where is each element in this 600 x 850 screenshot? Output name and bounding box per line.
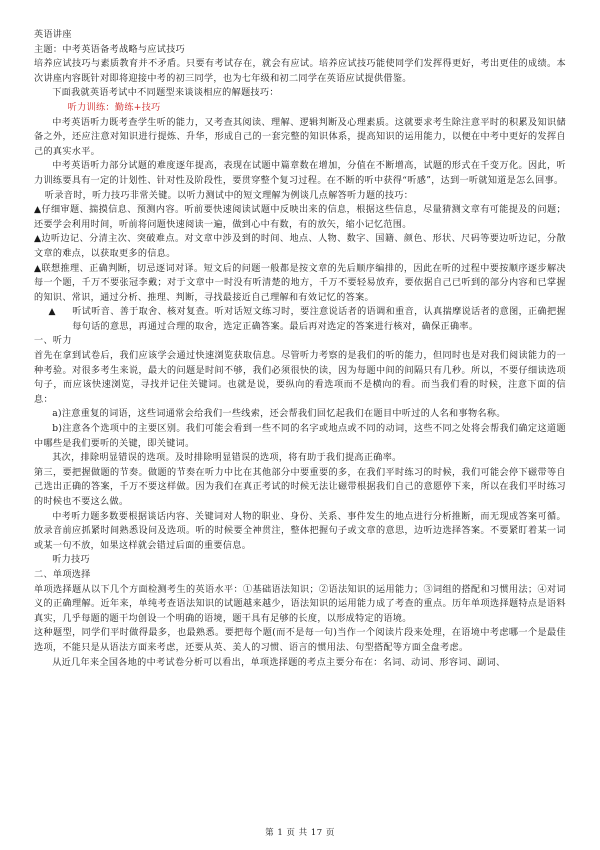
- doc-title: 英语讲座: [34, 30, 72, 40]
- intro-paragraph-2: 下面我就英语考试中不同题型来谈谈相应的解题技巧：: [52, 88, 279, 99]
- first-step-paragraph: 首先在拿到试卷后，我们应该学会通过快速浏览获取信息。尽管听力考察的是我们的听的能力，但同时也是对我们阅读能力的一种考验。对很多考生来说，最大的问题是时间不够，我们必须很快的读，因为每题中间的间隔只有几秒。所以，不要仔细读选项句子，而应该快速浏览，寻找并记住关键词。也就是说，要纵向的看选项而不是横向的看。而当我们看的时候，注意下面的信息：: [34, 351, 566, 405]
- tip-4: [34, 305, 566, 334]
- tip-1: ▲仔细审题、揣摸信息、预测内容。听前要快速阅读试题中反映出来的信息，根据这些信息，尽量猜测文章有可能提及的问题；还要学会利用时间，听前将问题快速阅读一遍，做到心中有数，有的放矢，缩小记忆范围。: [34, 205, 566, 230]
- third-step-paragraph: 第三，要把握做题的节奏。做题的节奏在听力中比在其他部分中要重要的多，在我们平时练习的时候，我们可能会停下磁带等自己选出正确的答案，千万不要这样做。因为我们在真正考试的时候无法让磁带根据我们自己的意愿停下来，所以在我们平时练习的时候也不要这么做。: [34, 467, 566, 507]
- listening-paragraph-4: 中考听力题多数要根据谈话内容、关键词对人物的职业、身份、关系、事件发生的地点进行分析推断，而无现成答案可循。放录音前应抓紧时间熟悉设问及选项。听的时候要全神贯注，整体把握句子或文章的意思，边听边选择答案。不要紧盯着某一词或某一句不放，如果这样就会错过后面的重要信息。: [34, 511, 566, 551]
- doc-theme: 主题：中考英语备考战略与应试技巧: [34, 44, 186, 55]
- multiple-choice-paragraph-2: 这种题型，同学们平时做得最多，也最熟悉。要把每个题(而不是每一句)当作一个阅读片段来处理，在语境中考虑哪一个是最佳选项，不能只是从语法方面来考虑，还要从英、美人的习惯、语言的惯用法、句型搭配等方面全盘考虑。: [34, 628, 566, 653]
- list-item-a: a)注意重复的词语，这些词通常会给我们一些线索，还会帮我们回忆起我们在题目中听过的人名和事物名称。: [52, 409, 506, 420]
- section-heading-multiple-choice: 二、单项选择: [34, 569, 91, 580]
- multiple-choice-paragraph-3: 从近几年来全国各地的中考试卷分析可以看出，单项选择题的考点主要分布在：名词、动词、形容词、副词、: [52, 657, 506, 668]
- intro-paragraph: 培养应试技巧与素质教育并不矛盾。只要有考试存在，就会有应试。培养应试技巧能使同学们发挥得更好，考出更佳的成绩。本次讲座内容既针对即将迎接中考的初三同学，也为七年级和初二同学在英语应试提供借鉴。: [34, 59, 566, 84]
- multiple-choice-paragraph-1: 单项选择题从以下几个方面检测考生的英语水平：①基础语法知识；②语法知识的运用能力；③词组的搭配和习惯用法；④对词义的正确理解。近年来，单纯考查语法知识的试题越来越少，语法知识的运用能力成了考查的重点。历年单项选择题特点是语料真实，几乎每题的题干均创设一个明确的语境，题干具有足够的长度，以形成特定的语境。: [34, 584, 566, 624]
- page-number: 第 1 页 共 17 页: [265, 828, 335, 838]
- listening-tips-heading: 听力技巧: [52, 555, 90, 566]
- tip-4-text: 听试听音、善于取舍、核对复查。听对话短文练习时，要注意说话者的语调和重音，认真揣摩说话者的意图，正确把握每句话的意思，再通过合理的取舍，选定正确答案。最后再对选定的答案进行核对，确保正确率。: [72, 307, 566, 332]
- tip-3: ▲联想推理、正确判断，切忌逐词对译。短文后的问题一般都是按文章的先后顺序编排的，因此在听的过程中要按顺序逐步解决每一个题，千万不要张冠李戴；对于文章中一时没有听清楚的地方，千万不要轻易放弃，要依据自己已听到的部分内容和已掌握的知识、常识，通过分析、推理、判断，寻找最接近自己理解和有效记忆的答案。: [34, 263, 566, 303]
- tip-2: ▲边听边记、分清主次、突破难点。对文章中涉及到的时间、地点、人物、数字、国籍、颜色、形状、尺码等要边听边记，分散文章的难点，以获取更多的信息。: [34, 234, 566, 259]
- listening-training-heading: 听力训练：勤练+技巧: [67, 102, 161, 113]
- triangle-bullet-icon: ▲: [48, 307, 56, 318]
- listening-paragraph-3: 听录音时，听力技巧非常关键。以听力测试中的短文理解为例谈几点解答听力题的技巧：: [44, 190, 414, 201]
- listening-paragraph-2: 中考英语听力部分试题的难度逐年提高，表现在试题中篇章数在增加，分值在不断增高，试题的形式在千变万化。因此，听力训练要具有一定的计划性、针对性及阶段性，要贯穿整个复习过程。在不断的听中获得“听感”，达到一听就知道是怎么回事。: [34, 161, 566, 186]
- section-heading-listening: 一、听力: [34, 336, 72, 347]
- list-item-b: b)注意各个选项中的主要区别。我们可能会看到一些不同的名字或地点或不同的动词，这些不同之处将会帮我们确定这道题中哪些是我们要听的关键，即关键词。: [34, 424, 566, 449]
- second-step-paragraph: 其次，排除明显错误的选项。及时排除明显错误的选项，将有助于我们提高正确率。: [52, 453, 402, 464]
- listening-paragraph-1: 中考英语听力既考查学生听的能力，又考查其阅读、理解、逻辑判断及心理素质。这就要求考生除注意平时的积累及知识储备之外，还应注意对知识进行提炼、升华，形成自己的一套完整的知识体系，提高知识的运用能力，以便在中考中更好的发挥自己的真实水平。: [34, 117, 566, 157]
